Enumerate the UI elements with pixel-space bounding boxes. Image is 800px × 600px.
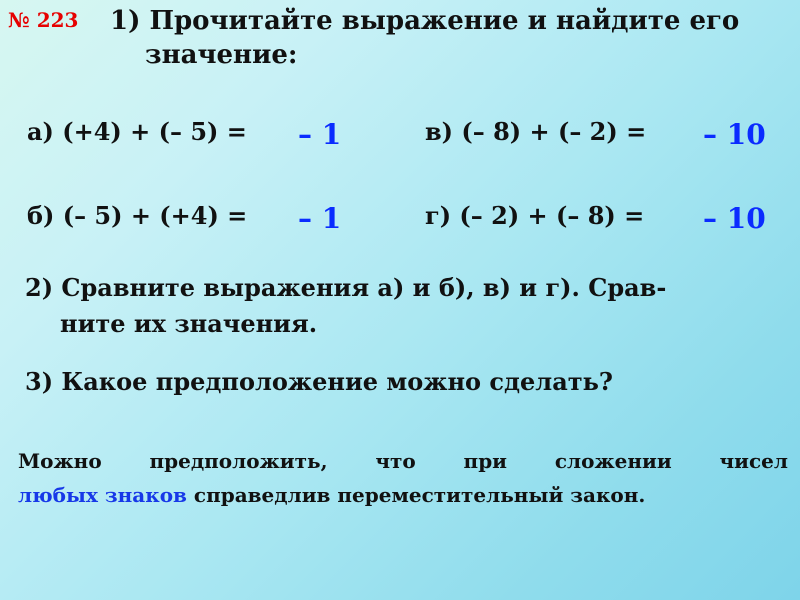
example-a-expression: а) (+4) + (– 5) = <box>27 117 247 146</box>
task2-line2: ните их значения. <box>60 309 318 338</box>
task1-line1: 1) Прочитайте выражение и найдите его <box>110 6 740 36</box>
example-v-expression: в) (– 8) + (– 2) = <box>425 117 647 146</box>
example-v-answer: – 10 <box>703 118 766 151</box>
example-g-expression: г) (– 2) + (– 8) = <box>425 201 645 230</box>
task-number: № 223 <box>8 8 79 32</box>
task1-line2: значение: <box>145 40 298 70</box>
conclusion-highlight: любых знаков <box>18 483 187 507</box>
conclusion-line2-rest: справедлив переместительный закон. <box>186 483 646 507</box>
example-g-answer: – 10 <box>703 202 766 235</box>
conclusion-line1: Можно предположить, что при сложении чисел <box>18 449 788 473</box>
example-b-answer: – 1 <box>298 202 342 235</box>
example-b-expression: б) (– 5) + (+4) = <box>27 201 248 230</box>
example-a-answer: – 1 <box>298 118 342 151</box>
task2-line1: 2) Сравните выражения а) и б), в) и г). Срав- <box>25 273 667 302</box>
conclusion-line2 <box>18 478 788 512</box>
task3: 3) Какое предположение можно сделать? <box>25 367 613 396</box>
conclusion <box>18 444 788 512</box>
